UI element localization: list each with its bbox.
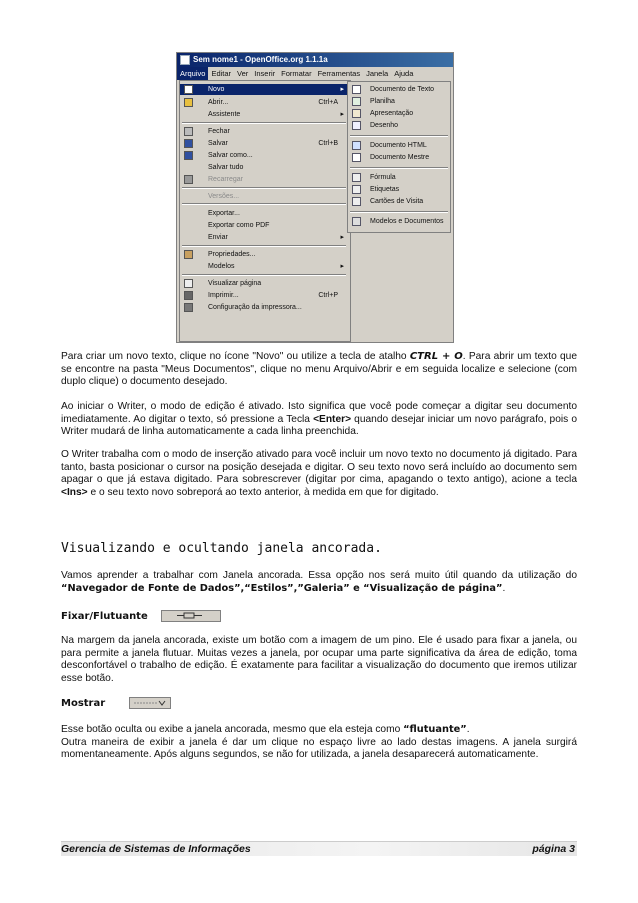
para6-text-c: . [466, 724, 470, 735]
shortcut-ctrl-o: CTRL + O [409, 351, 463, 362]
anchored-windows-list: “Navegador de Fonte de Dados”,“Estilos”,”Galeria” e “Visualização de página” [61, 582, 503, 594]
fixar-flutuante-row [61, 610, 221, 624]
submenu-item-label: Documento HTML [370, 142, 427, 149]
para6-text-d: Outra maneira de exibir a janela é dar um clique no espaço livre ao lado destas imagens. A janela surgirá momentaneamente. Após alguns segundos, se não for utilizada, a janela desaparecerá automaticamente. [61, 736, 577, 761]
menu-item-label: Configuração da impressora... [208, 304, 302, 311]
para2-text-a: Ao iniciar o Writer, o modo de edição é ativado. Isto significa que você pode começar a digitar seu documento imediatamente. Ao digitar o texto, só pressione a Tecla [61, 401, 577, 425]
flutuante-term: “flutuante” [403, 724, 467, 735]
menu-separator [350, 211, 448, 213]
menu-separator [182, 122, 346, 124]
file-menu-item-salvar-tudo[interactable] [180, 162, 348, 173]
submenu-arrow-icon: ▸ [340, 86, 344, 93]
submenu-item-label: Fórmula [370, 174, 396, 181]
window-titlebar [177, 53, 453, 67]
submenu-item-label: Modelos e Documentos [370, 218, 444, 225]
reload-icon [184, 175, 193, 184]
menu-item-label: Assistente [208, 111, 241, 118]
submenu-item-label: Documento Mestre [370, 154, 430, 161]
file-menu-item-assistente[interactable] [180, 109, 348, 120]
save-icon [184, 139, 193, 148]
properties-icon [184, 250, 193, 259]
document-type-icon [352, 109, 361, 118]
menu-janela[interactable]: Janela [366, 69, 389, 78]
file-menu-item-enviar[interactable] [180, 232, 348, 243]
submenu-item-documento-mestre[interactable] [348, 152, 450, 163]
document-type-icon [352, 97, 361, 106]
submenu-item-label: Apresentação [370, 110, 414, 117]
para3-text-b: e o seu texto novo sobreporá ao texto anterior, à medida em que for digitado. [87, 486, 439, 498]
menu-item-label: Exportar como PDF [208, 222, 270, 229]
submenu-item-desenho[interactable] [348, 120, 450, 131]
file-menu-item-propriedades[interactable] [180, 249, 348, 260]
file-menu-item-novo[interactable] [180, 84, 348, 95]
submenu-item-cartoes-de-visita[interactable] [348, 196, 450, 207]
submenu-item-apresentacao[interactable] [348, 108, 450, 119]
submenu-item-label: Cartões de Visita [370, 198, 424, 205]
pin-toolbar-image [161, 610, 221, 622]
para3-text-a: O Writer trabalha com o modo de inserção ativado para você incluir um novo texto no documento já digitado. Para tanto, basta posicionar o cursor na posição desejada e digitar. O seu texto novo será incluído ao documento sem apagar o que já estava digitado. Para sobrescrever (digitar por cima, apagando o texto antigo), acione a tecla [61, 449, 577, 486]
file-menu-item-exportar[interactable] [180, 208, 348, 219]
paragraph-anchored-window [61, 570, 577, 595]
menu-item-shortcut: Ctrl+A [318, 99, 338, 106]
document-type-icon [352, 141, 361, 150]
menu-item-label: Salvar como... [208, 152, 253, 159]
menu-ver[interactable]: Ver [237, 69, 249, 78]
new-doc-icon [184, 85, 193, 94]
menu-item-label: Enviar [208, 234, 228, 241]
file-menu-item-visualizar-p-gina[interactable] [180, 278, 348, 289]
menu-separator [182, 187, 346, 189]
file-menu-item-abrir[interactable] [180, 97, 348, 108]
menu-separator [350, 135, 448, 137]
submenu-item-label: Etiquetas [370, 186, 400, 193]
menu-item-label: Abrir... [208, 99, 229, 106]
menu-item-label: Imprimir... [208, 292, 239, 299]
submenu-item-etiquetas[interactable] [348, 184, 450, 195]
document-type-icon [352, 217, 361, 226]
paragraph-new-text [61, 351, 577, 389]
label-mostrar: Mostrar [61, 698, 106, 709]
menu-ferramentas[interactable]: Ferramentas [317, 69, 361, 78]
footer-title: Gerencia de Sistemas de Informações [61, 843, 251, 855]
menu-item-label: Modelos [208, 263, 235, 270]
pin-icon [162, 611, 220, 621]
menu-item-shortcut: Ctrl+P [318, 292, 338, 299]
file-menu-item-modelos[interactable] [180, 261, 348, 272]
submenu-arrow-icon: ▸ [340, 111, 344, 118]
document-type-icon [352, 197, 361, 206]
file-menu-item-salvar[interactable] [180, 138, 348, 149]
app-icon [180, 55, 190, 65]
menu-separator [182, 245, 346, 247]
document-type-icon [352, 121, 361, 130]
menu-separator [350, 167, 448, 169]
window-title: Sem nome1 - OpenOffice.org 1.1.1a [193, 55, 328, 64]
para6-text-a: Esse botão oculta ou exibe a janela ancorada, mesmo que ela esteja como [61, 724, 404, 735]
submenu-item-documento-de-texto[interactable] [348, 84, 450, 95]
menu-item-label: Visualizar página [208, 280, 262, 287]
document-type-icon [352, 173, 361, 182]
close-doc-icon [184, 127, 193, 136]
section-title: Visualizando e ocultando janela ancorada. [61, 541, 382, 556]
page-preview-icon [184, 279, 193, 288]
para1-text-a: Para criar um novo texto, clique no ícone "Novo" ou utilize a tecla de atalho [61, 351, 410, 362]
paragraph-insert-mode [61, 449, 577, 499]
submenu-item-planilha[interactable] [348, 96, 450, 107]
menu-item-shortcut: Ctrl+B [318, 140, 338, 147]
menu-item-label: Exportar... [208, 210, 240, 217]
file-menu-item-configura-o-da-impressora[interactable] [180, 302, 348, 313]
menu-item-label: Salvar tudo [208, 164, 244, 171]
menu-formatar[interactable]: Formatar [281, 69, 312, 78]
openoffice-screenshot [176, 52, 454, 343]
printer-setup-icon [184, 303, 193, 312]
menu-item-label: Fechar [208, 128, 230, 135]
submenu-item-formula[interactable] [348, 172, 450, 183]
file-menu-item-imprimir[interactable] [180, 290, 348, 301]
menu-ajuda[interactable]: Ajuda [394, 69, 414, 78]
submenu-item-label: Documento de Texto [370, 86, 435, 93]
menu-arquivo[interactable]: Arquivo [177, 67, 208, 80]
new-submenu [347, 81, 451, 233]
file-menu-item-exportar-como-pdf[interactable] [180, 220, 348, 231]
submenu-item-label: Desenho [370, 122, 399, 129]
menu-item-label: Novo [208, 86, 225, 93]
mostrar-row [61, 697, 171, 711]
menu-separator [182, 274, 346, 276]
para4-text-a: Vamos aprender a trabalhar com Janela ancorada. Essa opção nos será muito útil quando da utilização do [61, 570, 577, 581]
menu-item-label: Versões... [208, 193, 240, 200]
paragraph-pin-button: Na margem da janela ancorada, existe um botão com a imagem de um pino. Ele é usado para fixar a janela, ou para permite a janela flutuar. Muitas vezes a janela, por ocupar uma parte significativa da área de edição, toma desconfortável o trabalho de edição. É exatamente para facilitar a visualização do documento que iremos utilizar esse botão. [61, 635, 577, 684]
menu-separator [182, 203, 346, 205]
open-folder-icon [184, 98, 193, 107]
file-menu-item-fechar[interactable] [180, 126, 348, 137]
menu-item-label: Salvar [208, 140, 228, 147]
key-ins: <Ins> [61, 486, 88, 498]
key-enter: <Enter> [313, 413, 352, 425]
submenu-item-modelos-e-documentos[interactable] [348, 216, 450, 227]
document-type-icon [352, 185, 361, 194]
menu-editar[interactable]: Editar [211, 69, 232, 78]
menu-item-label: Propriedades... [208, 251, 256, 258]
menu-inserir[interactable]: Inserir [254, 69, 276, 78]
file-menu-item-vers-es[interactable] [180, 191, 348, 202]
file-menu-item-salvar-como[interactable] [180, 150, 348, 161]
save-as-icon [184, 151, 193, 160]
file-menu-item-recarregar[interactable] [180, 174, 348, 185]
para2-text-b: quando desejar iniciar um novo parágrafo, pois o Writer mudará de linha automaticamente a cada linha preenchida. [61, 413, 578, 438]
menubar [177, 67, 453, 80]
submenu-arrow-icon: ▸ [340, 234, 344, 241]
page-number: página 3 [532, 843, 575, 855]
submenu-item-documento-html[interactable] [348, 140, 450, 151]
submenu-arrow-icon: ▸ [340, 263, 344, 270]
para4-text-c: . [502, 582, 506, 594]
document-type-icon [352, 153, 361, 162]
show-toolbar-image [129, 697, 171, 709]
menu-item-label: Recarregar [208, 176, 244, 183]
paragraph-writer-edit-mode [61, 401, 577, 439]
file-menu [179, 80, 351, 342]
print-icon [184, 291, 193, 300]
paragraph-show-button [61, 724, 577, 762]
submenu-item-label: Planilha [370, 98, 395, 105]
page-footer [61, 841, 577, 856]
label-fixar-flutuante: Fixar/Flutuante [61, 611, 148, 622]
para1-text-b: . Para abrir um texto que se encontre na pasta "Meus Documentos", clique no menu Arquivo/Abrir e em seguida localize e selecione (com duplo clique) o documento desejado. [61, 351, 577, 388]
document-type-icon [352, 85, 361, 94]
show-hide-icon [130, 698, 170, 708]
